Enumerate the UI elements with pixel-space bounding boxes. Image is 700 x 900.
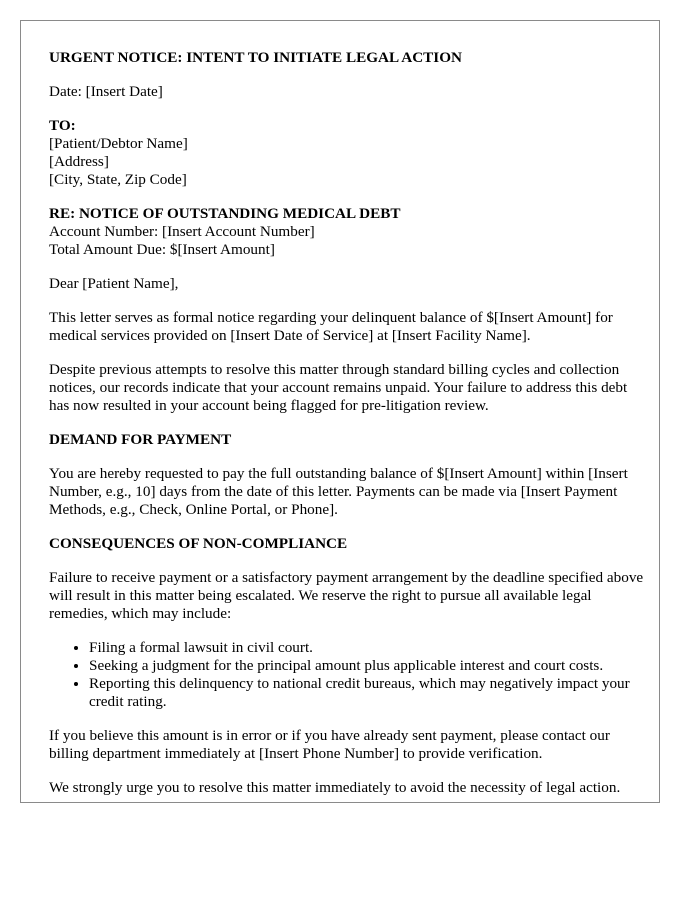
recipient-name: [Patient/Debtor Name] [49, 135, 188, 152]
consequences-paragraph: Failure to receive payment or a satisfactory payment arrangement by the deadline specified above will result in this matter being escalated. We reserve the right to pursue all available legal remedies, which may include: [49, 569, 644, 622]
closing-paragraph: We strongly urge you to resolve this matter immediately to avoid the necessity of legal action. [49, 779, 621, 796]
list-item: • Reporting this delinquency to national credit bureaus, which may negatively impact your credit rating. [89, 675, 649, 711]
reference-block [49, 205, 649, 259]
recipient-city-state-zip: [City, State, Zip Code] [49, 171, 187, 188]
consequences-list [49, 639, 649, 711]
list-item: • Seeking a judgment for the principal amount plus applicable interest and court costs. [89, 657, 649, 675]
recipient-block [49, 117, 649, 189]
account-number-line: Account Number: [Insert Account Number] [49, 223, 315, 240]
demand-heading: DEMAND FOR PAYMENT [49, 431, 232, 448]
to-label: TO: [49, 117, 76, 134]
consequences-heading: CONSEQUENCES OF NON-COMPLIANCE [49, 535, 348, 552]
letter-body [49, 49, 649, 803]
intro-paragraph: This letter serves as formal notice regarding your delinquent balance of $[Insert Amount] for medical services provided on [Insert Date of Service] at [Insert Facility Name]. [49, 309, 613, 344]
date-line: Date: [Insert Date] [49, 83, 163, 100]
recipient-address: [Address] [49, 153, 109, 170]
history-paragraph: Despite previous attempts to resolve this matter through standard billing cycles and collection notices, our records indicate that your account remains unpaid. Your failure to address this debt has now resulted in your account being flagged for pre-litigation review. [49, 361, 628, 414]
error-contact-paragraph: If you believe this amount is in error or if you have already sent payment, please contact our billing department immediately at [Insert Phone Number] to provide verification. [49, 727, 610, 762]
letter-title: URGENT NOTICE: INTENT TO INITIATE LEGAL ACTION [49, 49, 462, 66]
amount-due-line: Total Amount Due: $[Insert Amount] [49, 241, 275, 258]
demand-paragraph: You are hereby requested to pay the full outstanding balance of $[Insert Amount] within [Insert Number, e.g., 10] days from the date of this letter. Payments can be made via [Insert Payment Methods, e.g., Check, Online Portal, or Phone]. [49, 465, 628, 518]
salutation: Dear [Patient Name], [49, 275, 179, 292]
letter-page [20, 20, 660, 803]
re-heading: RE: NOTICE OF OUTSTANDING MEDICAL DEBT [49, 205, 401, 222]
list-item: • Filing a formal lawsuit in civil court. [89, 639, 649, 657]
